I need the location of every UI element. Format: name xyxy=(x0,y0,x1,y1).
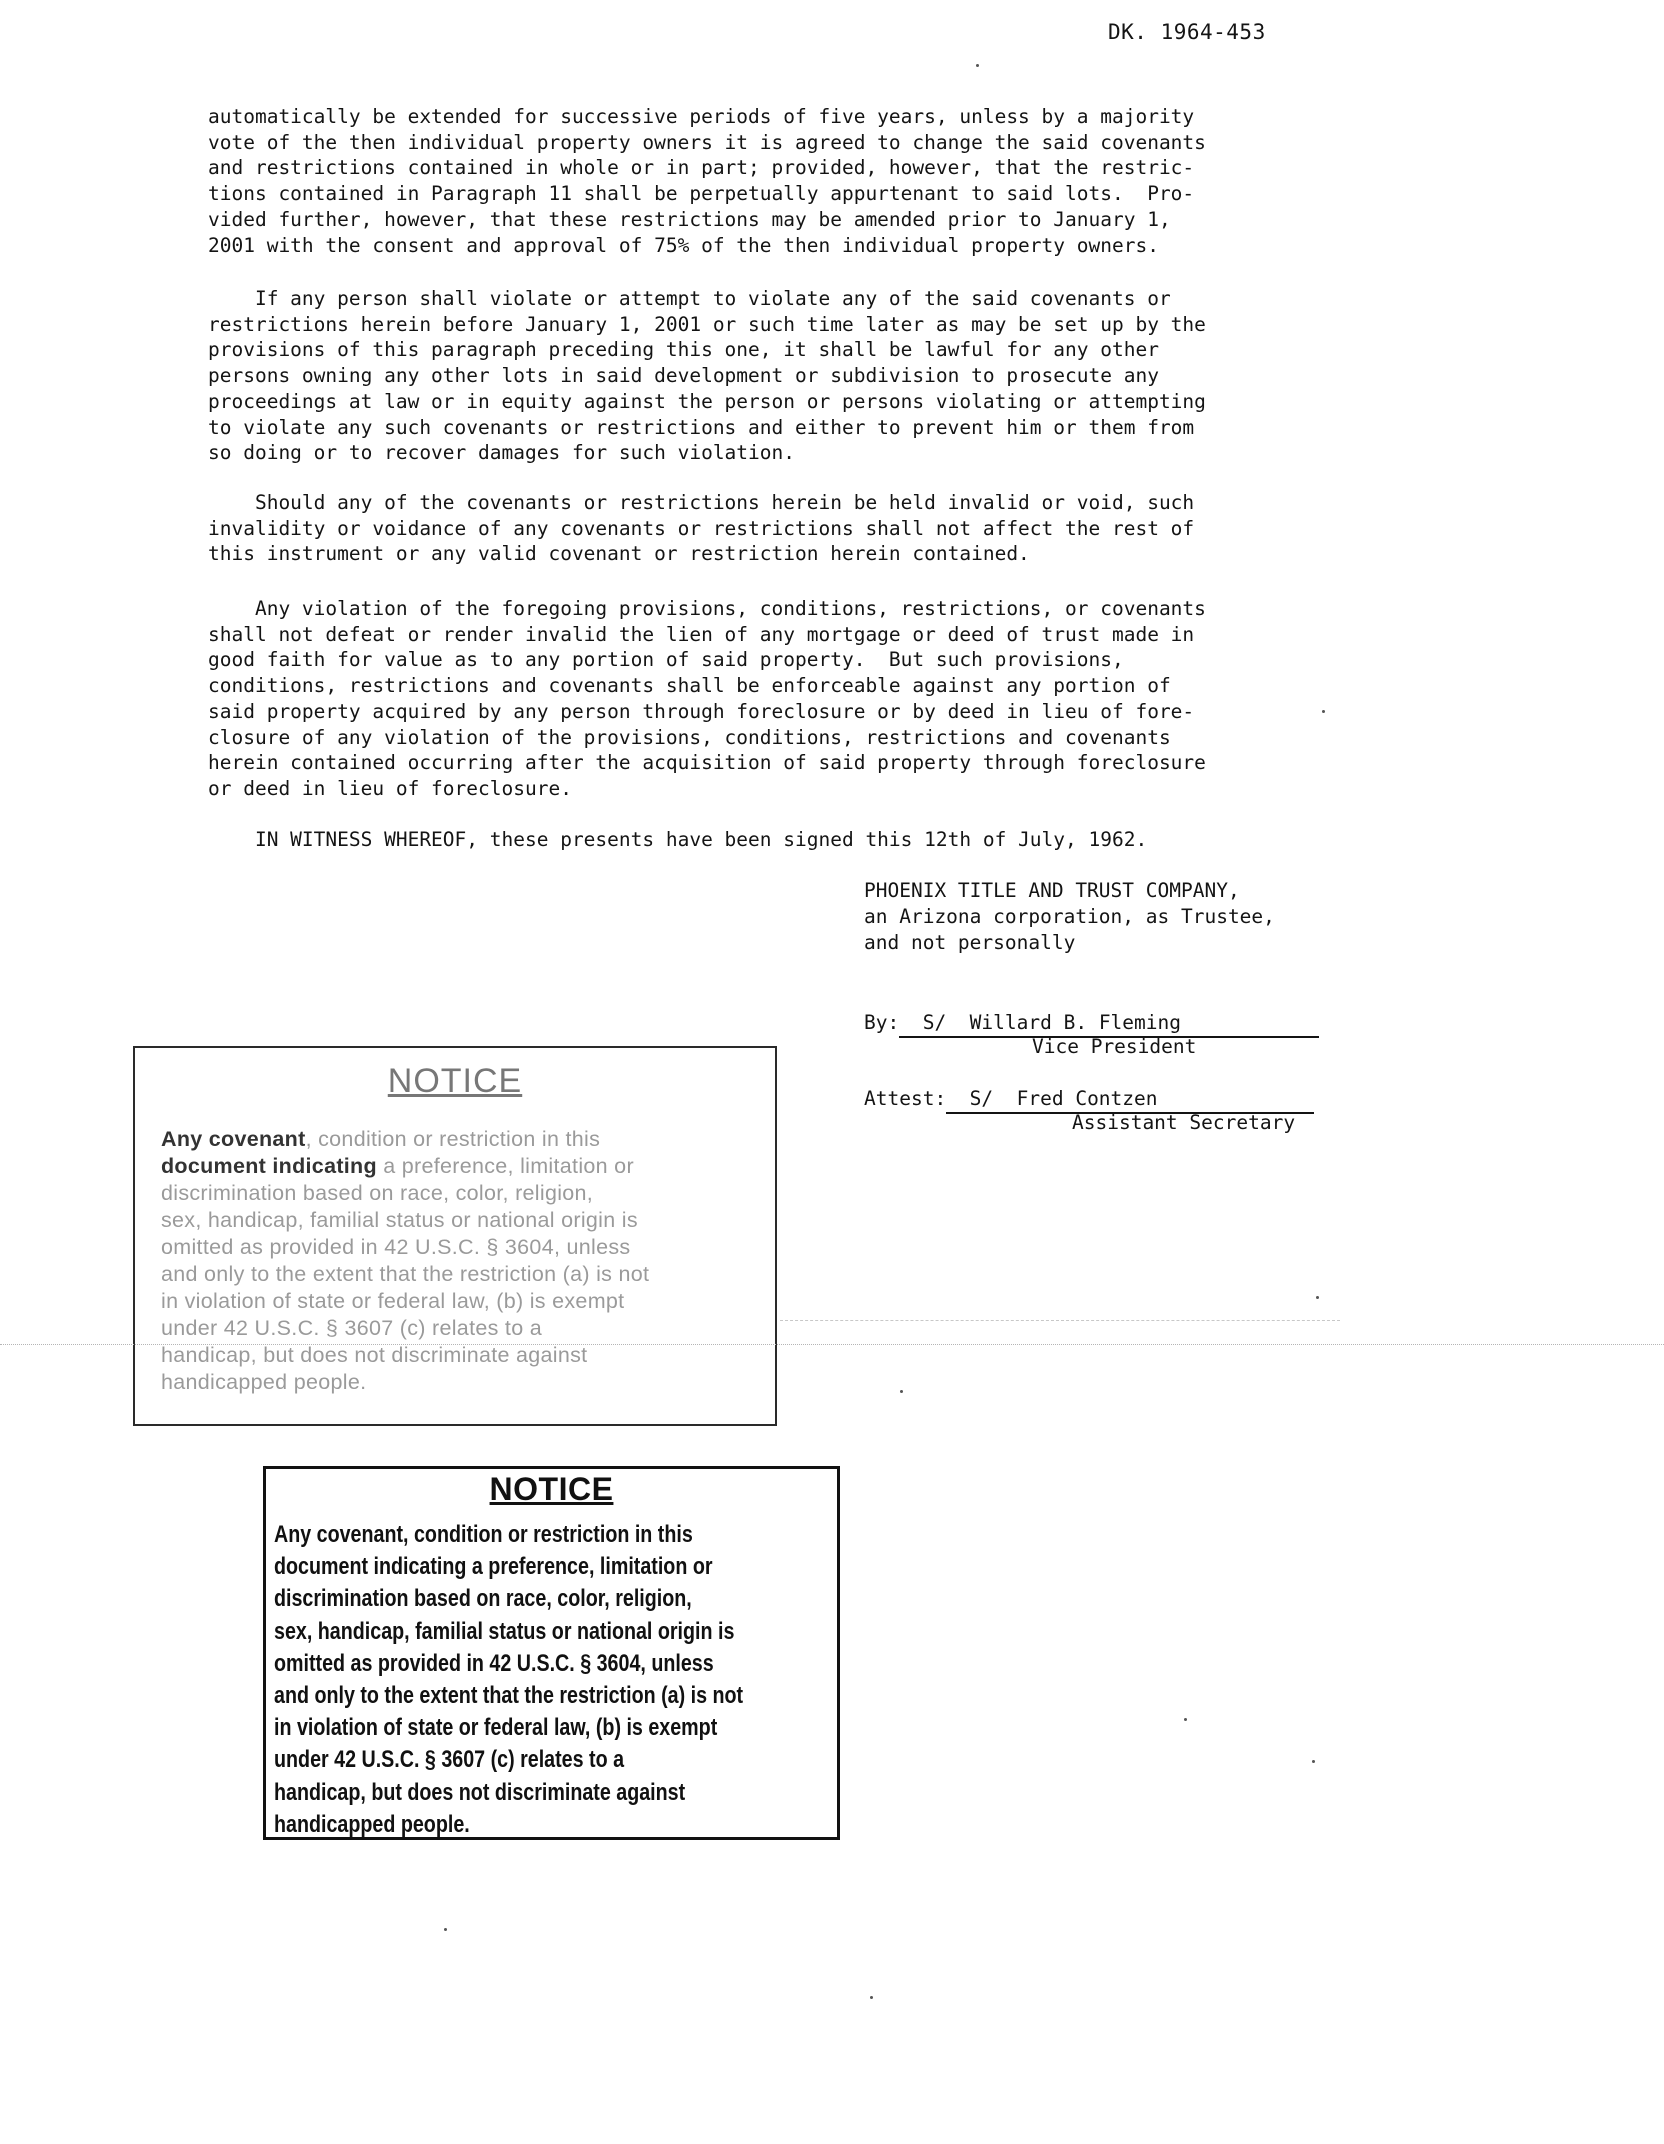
notice-text: a preference, limitation or xyxy=(376,1154,634,1178)
text-line: to violate any such covenants or restrictions and either to prevent him or them from xyxy=(208,415,1195,439)
notice-line: under 42 U.S.C. § 3607 (c) relates to a xyxy=(161,1316,542,1340)
notice-line: under 42 U.S.C. § 3607 (c) relates to a xyxy=(274,1746,625,1774)
paragraph-extension xyxy=(208,104,1328,258)
text-line: so doing or to recover damages for such violation. xyxy=(208,441,795,465)
attest-title: Assistant Secretary xyxy=(1072,1111,1296,1134)
text-line: If any person shall violate or attempt to violate any of the said covenants or xyxy=(208,287,1171,310)
notice-line: Any covenant, condition or restriction in this xyxy=(274,1521,693,1548)
attest-signature-line: S/ Fred Contzen xyxy=(946,1086,1314,1114)
text-line: Any violation of the foregoing provisions, conditions, restrictions, or covenants xyxy=(208,597,1206,620)
paragraph-mortgage xyxy=(208,596,1328,802)
text-line: provisions of this paragraph preceding this one, it shall be lawful for any other xyxy=(208,338,1159,362)
notice-body xyxy=(274,1519,744,1841)
by-title: Vice President xyxy=(1032,1035,1197,1058)
notice-body xyxy=(161,1126,761,1396)
scan-speck xyxy=(1316,1296,1319,1299)
paragraph-severability xyxy=(208,490,1328,567)
notice-line: sex, handicap, familial status or national origin is xyxy=(274,1617,735,1645)
notice-line: handicapped people. xyxy=(274,1810,470,1838)
notice-line: and only to the extent that the restriction (a) is not xyxy=(274,1682,744,1710)
company-line: PHOENIX TITLE AND TRUST COMPANY, xyxy=(864,879,1240,902)
notice-title: NOTICE xyxy=(489,1471,614,1507)
text-line: closure of any violation of the provisions, conditions, restrictions and covenants xyxy=(208,725,1171,749)
text-line: said property acquired by any person through foreclosure or by deed in lieu of fore- xyxy=(208,699,1195,723)
text-line: and restrictions contained in whole or in part; provided, however, that the restric- xyxy=(208,156,1195,180)
notice-line: in violation of state or federal law, (b) is exempt xyxy=(161,1289,625,1313)
notice-stamp-faded xyxy=(133,1046,777,1426)
text-line: persons owning any other lots in said development or subdivision to prosecute any xyxy=(208,364,1159,388)
notice-line: discrimination based on race, color, religion, xyxy=(274,1585,692,1613)
text-line: automatically be extended for successive periods of five years, unless by a majority xyxy=(208,105,1195,128)
text-line: proceedings at law or in equity against the person or persons violating or attempting xyxy=(208,389,1206,413)
notice-text: Any covenant xyxy=(161,1127,306,1151)
notice-line: handicapped people. xyxy=(161,1370,367,1394)
notice-text: document indicating xyxy=(161,1154,377,1178)
paragraph-violation xyxy=(208,286,1328,466)
scan-speck xyxy=(976,64,979,67)
text-line: invalidity or voidance of any covenants or restrictions shall not affect the rest of xyxy=(208,516,1195,540)
notice-text: , condition or restriction in this xyxy=(305,1127,601,1151)
notice-line: sex, handicap, familial status or national origin is xyxy=(161,1208,638,1232)
company-line: an Arizona corporation, as Trustee, xyxy=(864,905,1275,928)
notice-line: handicap, but does not discriminate against xyxy=(274,1778,686,1806)
scan-artifact-line xyxy=(0,1344,1664,1345)
notice-line: handicap, but does not discriminate against xyxy=(161,1343,588,1367)
text-line: Should any of the covenants or restrictions herein be held invalid or void, such xyxy=(208,491,1195,514)
text-line: 2001 with the consent and approval of 75% of the then individual property owners. xyxy=(208,233,1159,257)
text-line: restrictions herein before January 1, 2001 or such time later as may be set up by the xyxy=(208,312,1206,336)
notice-line xyxy=(161,1126,761,1153)
by-signature-line: S/ Willard B. Fleming xyxy=(899,1010,1319,1038)
scan-speck xyxy=(900,1390,903,1393)
text-line: shall not defeat or render invalid the lien of any mortgage or deed of trust made in xyxy=(208,622,1195,646)
docket-number: DK. 1964-453 xyxy=(1108,20,1266,44)
notice-stamp xyxy=(263,1466,840,1840)
scan-speck xyxy=(870,1996,873,1999)
by-label: By: xyxy=(864,1011,900,1034)
scan-artifact-line xyxy=(780,1320,1340,1321)
scan-speck xyxy=(444,1928,447,1931)
notice-line: omitted as provided in 42 U.S.C. § 3604, unless xyxy=(161,1235,631,1259)
text-line: vote of the then individual property owners it is agreed to change the said covenants xyxy=(208,130,1206,154)
notice-line: and only to the extent that the restriction (a) is not xyxy=(161,1262,650,1286)
company-line: and not personally xyxy=(864,931,1076,954)
scan-speck xyxy=(1184,1718,1187,1721)
text-line: vided further, however, that these restrictions may be amended prior to January 1, xyxy=(208,207,1171,231)
text-line: herein contained occurring after the acquisition of said property through foreclosure xyxy=(208,751,1206,775)
paragraph-witness xyxy=(208,827,1328,853)
notice-title: NOTICE xyxy=(387,1062,523,1100)
scan-speck xyxy=(1312,1760,1315,1763)
text-line: IN WITNESS WHEREOF, these presents have been signed this 12th of July, 1962. xyxy=(208,828,1148,851)
scan-speck xyxy=(1322,710,1325,713)
notice-line xyxy=(161,1153,761,1180)
text-line: or deed in lieu of foreclosure. xyxy=(208,776,572,800)
notice-line: in violation of state or federal law, (b) is exempt xyxy=(274,1714,718,1742)
attest-label: Attest: xyxy=(864,1087,947,1110)
text-line: conditions, restrictions and covenants shall be enforceable against any portion of xyxy=(208,674,1171,698)
notice-line: omitted as provided in 42 U.S.C. § 3604, unless xyxy=(274,1649,714,1677)
notice-line: discrimination based on race, color, religion, xyxy=(161,1181,594,1205)
text-line: good faith for value as to any portion of said property. But such provisions, xyxy=(208,648,1124,672)
text-line: this instrument or any valid covenant or restriction herein contained. xyxy=(208,542,1030,566)
company-block xyxy=(864,878,1275,956)
text-line: tions contained in Paragraph 11 shall be perpetually appurtenant to said lots. Pro- xyxy=(208,182,1195,206)
notice-line: document indicating a preference, limitation or xyxy=(274,1553,713,1581)
